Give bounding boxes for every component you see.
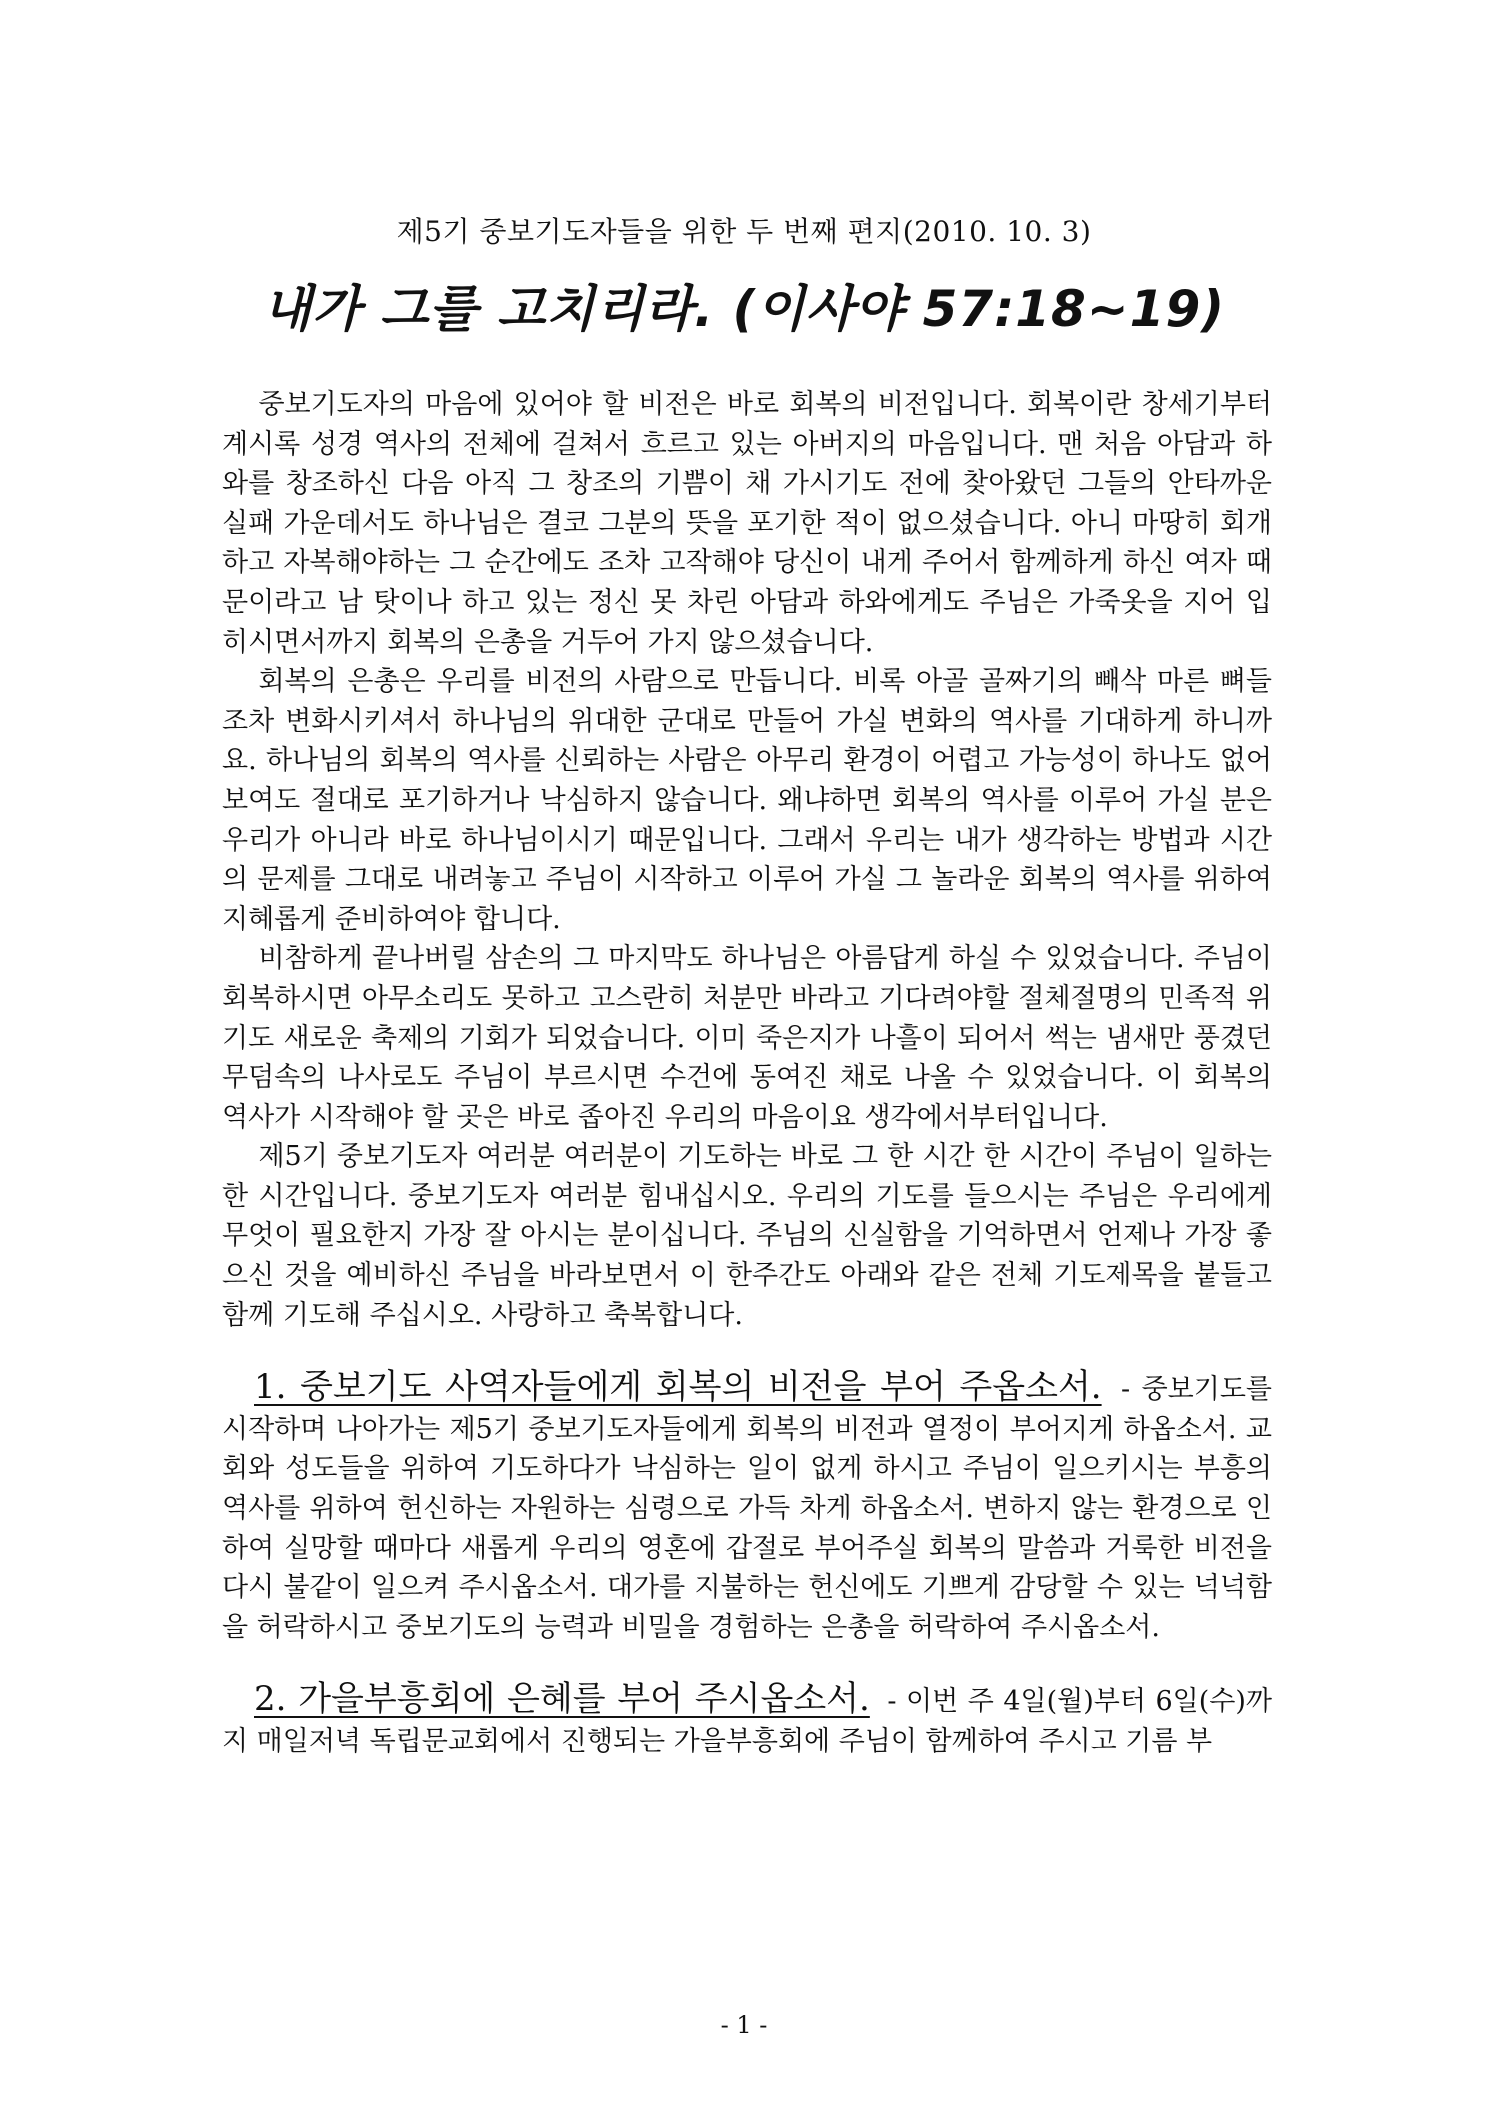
letter-subtitle: 제5기 중보기도자들을 위한 두 번째 편지(2010. 10. 3) [396,215,1092,248]
paragraph: 회복의 은총은 우리를 비전의 사람으로 만듭니다. 비록 아골 골짜기의 빼삭 마른 뼈들조차 변화시키셔서 하나님의 위대한 군대로 만들어 가실 변화의 역사를 기대하게 하니까요. 하나님의 회복의 역사를 신뢰하는 사람은 아무리 환경이 어렵고 가능성이 하나도 없어 보여도 절대로 포기하거나 낙심하지 않습니다. 왜냐하면 회복의 역사를 이루어 가실 분은 우리가 아니라 바로 하나님이시기 때문입니다. 그래서 우리는 내가 생각하는 방법과 시간의 문제를 그대로 내려놓고 주님이 시작하고 이루어 가실 그 놀라운 회복의 역사를 위하여 지혜롭게 준비하여야 합니다. [222,666,1272,935]
paragraph: 제5기 중보기도자 여러분 여러분이 기도하는 바로 그 한 시간 한 시간이 주님이 일하는 한 시간입니다. 중보기도자 여러분 힘내십시오. 우리의 기도를 들으시는 주님은 우리에게 무엇이 필요한지 가장 잘 아시는 분이십니다. 주님의 신실함을 기억하면서 언제나 가장 좋으신 것을 예비하신 주님을 바라보면서 이 한주간도 아래와 같은 전체 기도제목을 붙들고 함께 기도해 주십시오. 사랑하고 축복합니다. [222,1141,1272,1331]
prayer-item-heading: 1. 중보기도 사역자들에게 회복의 비전을 부어 주옵소서. [254,1367,1102,1408]
prayer-item-heading: 2. 가을부흥회에 은혜를 부어 주시옵소서. [254,1679,870,1720]
paragraph: 비참하게 끝나버릴 삼손의 그 마지막도 하나님은 아름답게 하실 수 있었습니다. 주님이 회복하시면 아무소리도 못하고 고스란히 처분만 바라고 기다려야할 절체절명의 민족적 위기도 새로운 축제의 기회가 되었습니다. 이미 죽은지가 나흘이 되어서 썩는 냄새만 풍겼던 무덤속의 나사로도 주님이 부르시면 수건에 동여진 채로 나올 수 있었습니다. 이 회복의 역사가 시작해야 할 곳은 바로 좁아진 우리의 마음이요 생각에서부터입니다. [222,943,1272,1133]
prayer-item-dash: - [887,1686,897,1718]
prayer-item [222,1365,1272,1647]
prayer-item-dash: - [1121,1374,1131,1406]
prayer-item-text: 이번 주 4일(월)부터 6일(수)까지 매일저녁 독립문교회에서 진행되는 가을부흥회에 주님이 함께하여 주시고 기름 부 [222,1686,1272,1757]
letter-title: 내가 그를 고치리라. (이사야 57:18~19) [262,280,1226,338]
prayer-item [222,1677,1272,1761]
paragraph: 중보기도자의 마음에 있어야 할 비전은 바로 회복의 비전입니다. 회복이란 창세기부터 계시록 성경 역사의 전체에 걸쳐서 흐르고 있는 아버지의 마음입니다. 맨 처음 아담과 하와를 창조하신 다음 아직 그 창조의 기쁨이 채 가시기도 전에 찾아왔던 그들의 안타까운 실패 가운데서도 하나님은 결코 그분의 뜻을 포기한 적이 없으셨습니다. 아니 마땅히 회개하고 자복해야하는 그 순간에도 조차 고작해야 당신이 내게 주어서 함께하게 하신 여자 때문이라고 남 탓이나 하고 있는 정신 못 차린 아담과 하와에게도 주님은 가죽옷을 지어 입히시면서까지 회복의 은총을 거두어 가지 않으셨습니다. [222,389,1272,658]
page-number: - 1 - [720,2011,768,2039]
letter-body [222,385,1272,1762]
prayer-item-text: 중보기도를 시작하며 나아가는 제5기 중보기도자들에게 회복의 비전과 열정이 부어지게 하옵소서. 교회와 성도들을 위하여 기도하다가 낙심하는 일이 없게 하시고 주님이 일으키시는 부흥의 역사를 위하여 헌신하는 자원하는 심령으로 가득 차게 하옵소서. 변하지 않는 환경으로 인하여 실망할 때마다 새롭게 우리의 영혼에 갑절로 부어주실 회복의 말씀과 거룩한 비전을 다시 불같이 일으켜 주시옵소서. 대가를 지불하는 헌신에도 기쁘게 감당할 수 있는 넉넉함을 허락하시고 중보기도의 능력과 비밀을 경험하는 은총을 허락하여 주시옵소서. [222,1374,1272,1643]
